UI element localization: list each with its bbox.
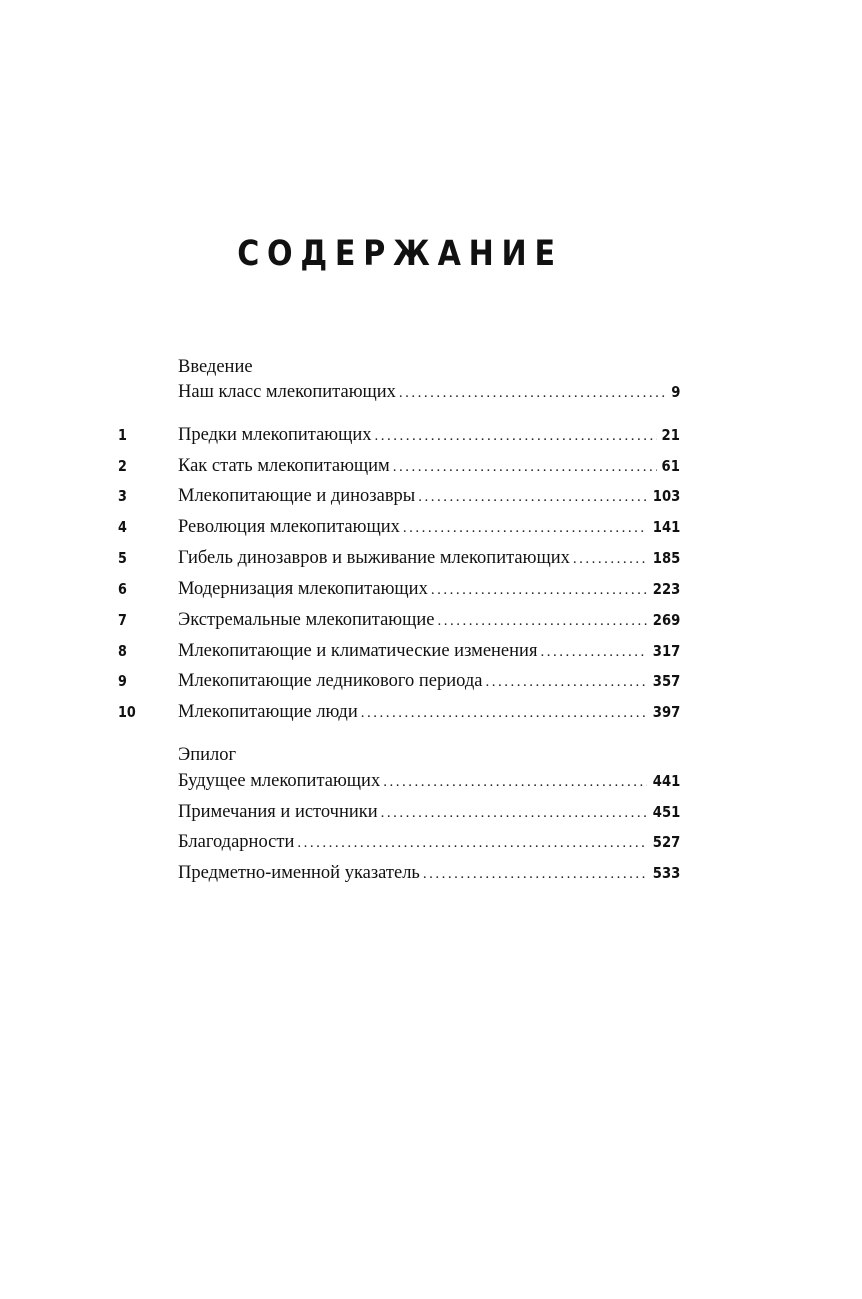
entry-title: Благодарности	[178, 832, 295, 852]
chapter-number: 4	[118, 518, 127, 536]
dot-leader	[403, 515, 647, 541]
page-number: 533	[652, 864, 680, 882]
dot-leader	[418, 484, 646, 510]
dot-leader	[431, 577, 647, 603]
entry-title: Экстремальные млекопитающие	[178, 610, 435, 630]
toc-entry-epilogue-2[interactable]	[0, 799, 862, 825]
dot-leader	[399, 380, 668, 406]
toc-entry-chapter-8[interactable]	[0, 638, 862, 664]
toc-entry-chapter-5[interactable]	[0, 545, 862, 571]
page-number: 357	[652, 672, 680, 690]
epilogue-heading: Эпилог	[178, 745, 237, 765]
page-number: 61	[661, 457, 680, 475]
entry-title: Гибель динозавров и выживание млекопитающих	[178, 548, 570, 568]
dot-leader	[540, 639, 646, 665]
chapter-number: 10	[118, 703, 136, 721]
entry-title: Как стать млекопитающим	[178, 456, 390, 476]
page-number: 527	[652, 833, 680, 851]
toc-entry-chapter-4[interactable]	[0, 514, 862, 540]
page-number: 317	[652, 642, 680, 660]
page-number: 269	[652, 611, 680, 629]
chapter-number: 5	[118, 549, 127, 567]
toc-entry-chapter-10[interactable]	[0, 699, 862, 725]
page-number: 141	[652, 518, 680, 536]
toc-entry-epilogue-3[interactable]	[0, 829, 862, 855]
dot-leader	[486, 669, 647, 695]
chapter-number: 7	[118, 611, 127, 629]
chapter-number: 9	[118, 672, 127, 690]
toc-entry-epilogue-4[interactable]	[0, 860, 862, 886]
chapter-number: 6	[118, 580, 127, 598]
entry-title: Модернизация млекопитающих	[178, 579, 428, 599]
toc-entry-chapter-6[interactable]	[0, 576, 862, 602]
dot-leader	[361, 700, 647, 726]
intro-heading: Введение	[178, 357, 253, 377]
chapter-number: 1	[118, 426, 127, 444]
dot-leader	[381, 800, 647, 826]
chapter-number: 8	[118, 642, 127, 660]
entry-title: Революция млекопитающих	[178, 517, 400, 537]
page-number: 21	[661, 426, 680, 444]
entry-title: Млекопитающие и динозавры	[178, 486, 416, 506]
entry-title: Наш класс млекопитающих	[178, 382, 396, 402]
dot-leader	[383, 769, 646, 795]
entry-title: Млекопитающие люди	[178, 702, 358, 722]
toc-entry-chapter-2[interactable]	[0, 453, 862, 479]
entry-title: Будущее млекопитающих	[178, 771, 381, 791]
page-number: 9	[670, 383, 680, 401]
entry-title: Примечания и источники	[178, 802, 378, 822]
page-number: 451	[652, 803, 680, 821]
toc-entry-chapter-9[interactable]	[0, 668, 862, 694]
toc-entry-chapter-7[interactable]	[0, 607, 862, 633]
entry-title: Предметно-именной указатель	[178, 863, 420, 883]
dot-leader	[297, 830, 646, 856]
page-title: СОДЕРЖАНИЕ	[237, 234, 563, 274]
dot-leader	[375, 423, 658, 449]
toc-entry-epilogue-1[interactable]	[0, 768, 862, 794]
toc-entry-chapter-1[interactable]	[0, 422, 862, 448]
toc-entry-intro[interactable]	[0, 379, 862, 405]
page-number: 185	[652, 549, 680, 567]
dot-leader	[573, 546, 647, 572]
chapter-number: 3	[118, 487, 127, 505]
entry-title: Млекопитающие ледникового периода	[178, 671, 483, 691]
page-number: 103	[652, 487, 680, 505]
dot-leader	[437, 608, 646, 634]
entry-title: Предки млекопитающих	[178, 425, 372, 445]
dot-leader	[393, 454, 657, 480]
page-number: 397	[652, 703, 680, 721]
page-number: 441	[652, 772, 680, 790]
page-number: 223	[652, 580, 680, 598]
chapter-number: 2	[118, 457, 127, 475]
entry-title: Млекопитающие и климатические изменения	[178, 641, 538, 661]
toc-entry-chapter-3[interactable]	[0, 483, 862, 509]
dot-leader	[423, 861, 647, 887]
